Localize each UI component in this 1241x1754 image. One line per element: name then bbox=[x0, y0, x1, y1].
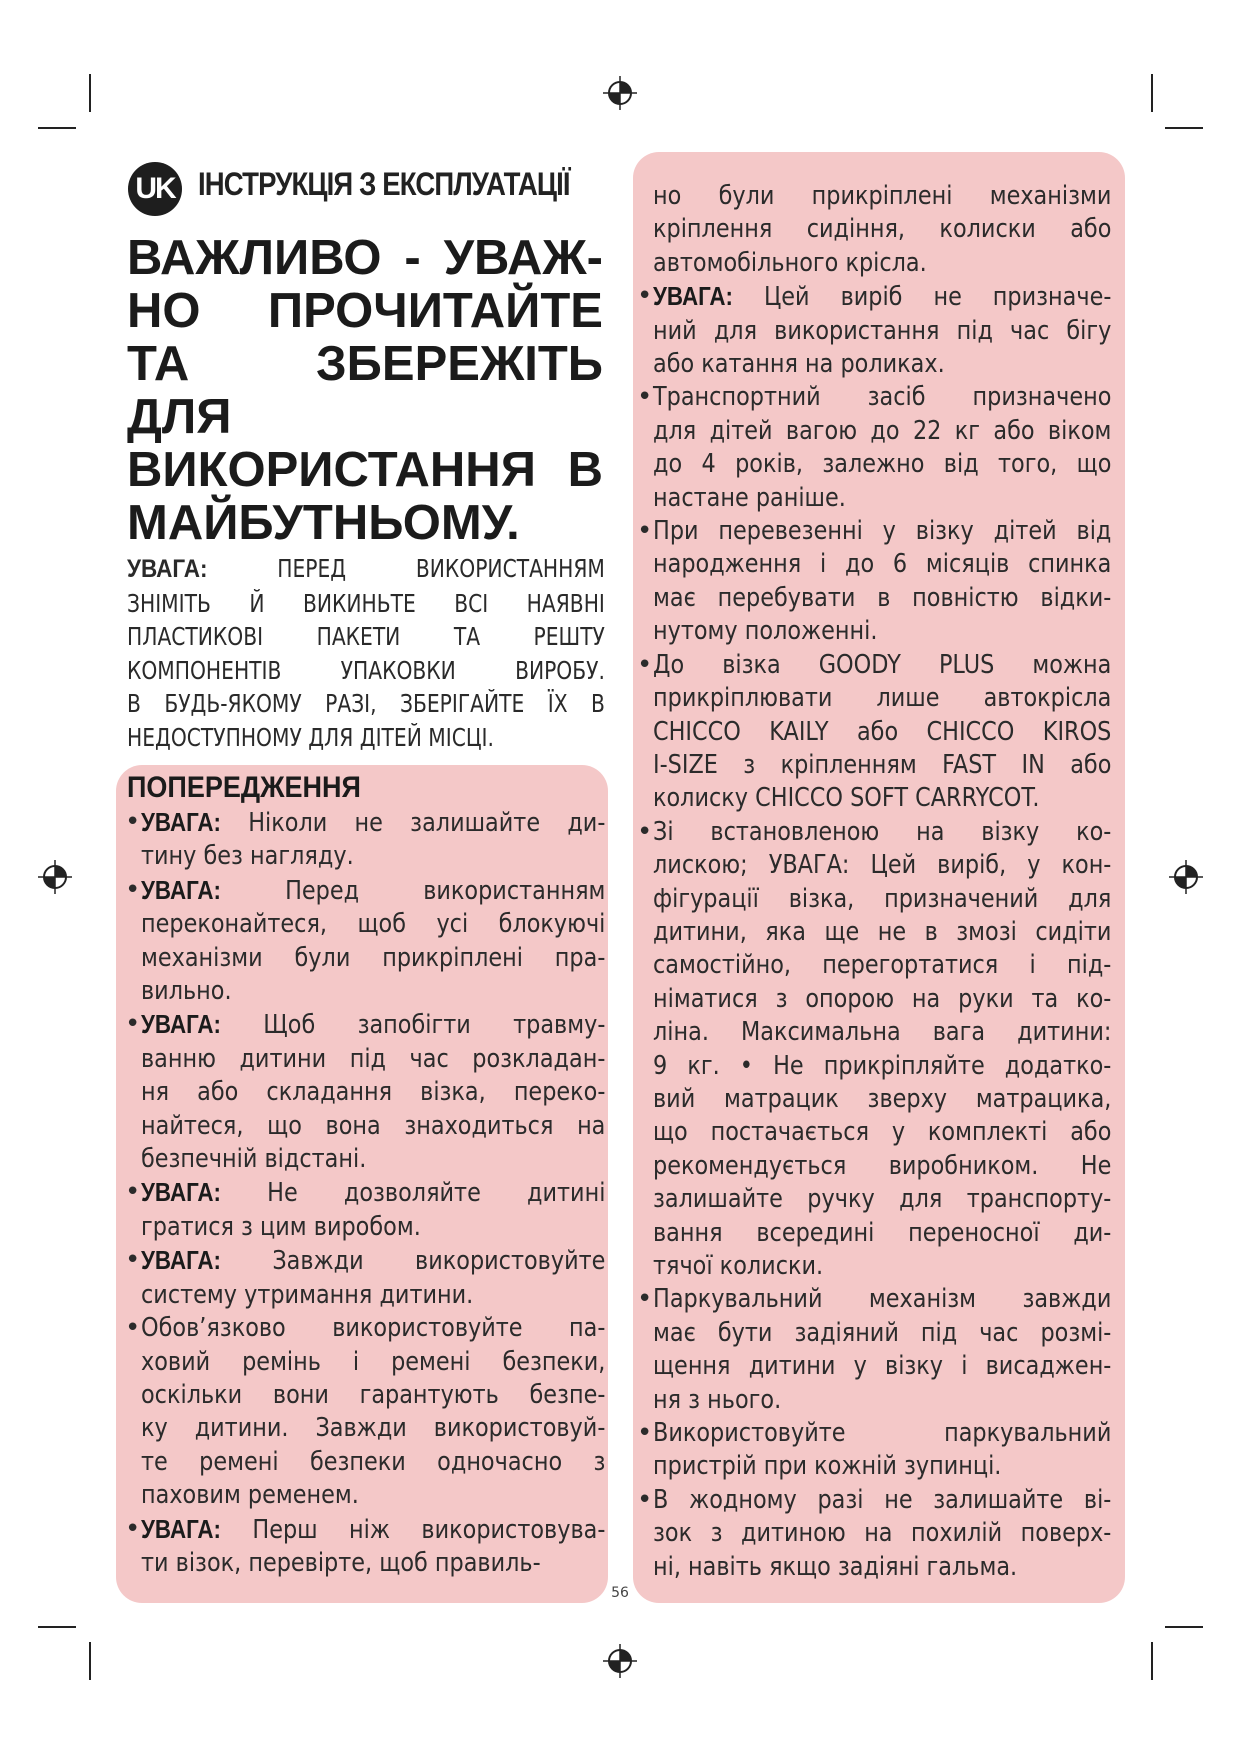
warning-line bbox=[653, 582, 1111, 615]
warning-item bbox=[637, 1484, 1112, 1584]
warning-label: УВАГА: bbox=[141, 1245, 221, 1276]
warning-line bbox=[141, 1211, 605, 1244]
warning-text: I-SIZE з кріпленням FAST IN або bbox=[653, 749, 1112, 780]
warning-line: автомобільного крісла. bbox=[653, 247, 927, 278]
bullet-icon: • bbox=[637, 1418, 653, 1449]
headline-line: ВАЖЛИВО - УВАЖ- bbox=[127, 231, 603, 285]
bullet-icon: • bbox=[125, 1513, 141, 1544]
warning-line bbox=[141, 908, 605, 941]
warning-line bbox=[653, 415, 1111, 448]
registration-mark-top-icon bbox=[603, 76, 637, 110]
warning-line bbox=[653, 716, 1111, 749]
warning-line bbox=[653, 1350, 1111, 1383]
warning-text: тячої колиски. bbox=[653, 1251, 824, 1281]
warning-line bbox=[653, 1484, 1111, 1517]
notice-line bbox=[127, 654, 605, 688]
warning-item bbox=[127, 1312, 605, 1512]
warning-text: німатися з опорою на руки та ко- bbox=[653, 983, 1112, 1014]
warning-text: нутому положенні. bbox=[653, 616, 878, 647]
warning-line bbox=[141, 1379, 605, 1412]
warning-item bbox=[127, 1008, 605, 1176]
warning-item bbox=[127, 874, 605, 1009]
warning-label: УВАГА: bbox=[141, 1009, 221, 1040]
warning-line bbox=[653, 1183, 1111, 1216]
warning-text: переконайтеся, щоб усі блокуючі bbox=[141, 909, 606, 940]
notice-text: ПЕРЕД ВИКОРИСТАННЯМ bbox=[277, 554, 605, 583]
warning-line bbox=[141, 1346, 605, 1379]
warning-text: ні, навіть якщо задіяні гальма. bbox=[653, 1551, 1018, 1582]
headline-line: ТА ЗБЕРЕЖІТЬ ДЛЯ bbox=[127, 337, 603, 444]
bullet-icon: • bbox=[125, 1313, 141, 1344]
warning-text: ховий ремінь і ремені безпеки, bbox=[141, 1346, 606, 1377]
registration-mark-right-icon bbox=[1169, 860, 1203, 894]
warning-line bbox=[141, 1412, 605, 1445]
warning-text: або катання на роликах. bbox=[653, 349, 945, 380]
warning-text: колиску CHICCO SOFT CARRYCOT. bbox=[653, 783, 1040, 814]
warning-line bbox=[653, 1417, 1111, 1450]
warning-text: зок з дитиною на похилій поверх- bbox=[653, 1518, 1112, 1549]
warnings-left-column bbox=[127, 770, 605, 1580]
warning-line bbox=[653, 1517, 1111, 1550]
warning-text: Зі встановленою на візку ко- bbox=[653, 816, 1112, 847]
warning-line bbox=[653, 381, 1111, 414]
warning-text: залишайте ручку для транспорту- bbox=[653, 1184, 1112, 1215]
headline bbox=[127, 232, 603, 550]
notice-line bbox=[127, 552, 605, 587]
warning-text: систему утримання дитини. bbox=[141, 1279, 474, 1310]
warning-text: найтеся, що вона знаходиться на bbox=[141, 1110, 606, 1141]
warning-line bbox=[141, 1513, 605, 1547]
warning-text: ний для використання під час бігу bbox=[653, 315, 1112, 346]
warning-text: має перебувати в повністю відки- bbox=[653, 582, 1112, 613]
warning-text: до 4 років, залежно від того, що bbox=[653, 449, 1112, 480]
warning-label: УВАГА: bbox=[141, 1513, 221, 1544]
warning-line bbox=[653, 548, 1111, 581]
notice-line bbox=[127, 687, 605, 721]
crop-mark-bottom-left-v bbox=[89, 1642, 91, 1680]
warning-text: має бути задіяний під час розмі- bbox=[653, 1317, 1112, 1348]
warning-item bbox=[637, 280, 1112, 381]
crop-mark-bottom-left-h bbox=[38, 1626, 76, 1628]
warning-line bbox=[653, 1317, 1111, 1350]
warning-line bbox=[653, 1016, 1111, 1049]
warning-line bbox=[653, 1384, 1111, 1417]
warning-text: ти візок, перевірте, щоб правиль- bbox=[141, 1547, 541, 1578]
warning-line: кріплення сидіння, колиски або bbox=[653, 214, 1112, 245]
warning-line bbox=[141, 840, 605, 873]
warning-text: пристрій при кожній зупинці. bbox=[653, 1451, 1002, 1482]
warning-text: лискою; УВАГА: Цей виріб, у кон- bbox=[653, 850, 1112, 881]
warning-line bbox=[653, 983, 1111, 1016]
warning-text: самостійно, перегортатися і під- bbox=[653, 950, 1112, 981]
section-title: ІНСТРУКЦІЯ З ЕКСПЛУАТАЦІЇ bbox=[198, 166, 570, 202]
bullet-icon: • bbox=[637, 281, 653, 312]
warning-text: Цей виріб не призначе- bbox=[763, 282, 1112, 313]
warning-label: УВАГА: bbox=[653, 281, 733, 312]
warning-line bbox=[653, 816, 1111, 849]
crop-mark-bottom-right-h bbox=[1165, 1626, 1203, 1628]
headline-line: МАЙБУТНЬОМУ. bbox=[127, 496, 520, 550]
warning-line bbox=[141, 1076, 605, 1109]
warning-line bbox=[653, 1217, 1111, 1250]
warning-line bbox=[653, 280, 1111, 314]
warning-line bbox=[653, 615, 1111, 648]
warning-text: Паркувальний механізм завжди bbox=[653, 1284, 1112, 1315]
warning-line bbox=[653, 682, 1111, 715]
warning-item bbox=[127, 1176, 605, 1244]
notice-text: ЗНІМІТЬ Й ВИКИНЬТЕ ВСІ НАЯВНІ bbox=[127, 588, 605, 618]
headline-line: ВИКОРИСТАННЯ В bbox=[127, 443, 603, 497]
warning-text: для дітей вагою до 22 кг або віком bbox=[653, 415, 1112, 446]
headline-line: НО ПРОЧИТАЙТЕ bbox=[127, 284, 603, 338]
notice-text: В БУДЬ-ЯКОМУ РАЗІ, ЗБЕРІГАЙТЕ ЇХ В bbox=[127, 689, 605, 718]
notice-line bbox=[127, 587, 605, 621]
warning-line bbox=[141, 1176, 605, 1210]
registration-mark-left-icon bbox=[38, 860, 72, 894]
warning-text: До візка GOODY PLUS можна bbox=[653, 649, 1112, 680]
warning-line bbox=[653, 1551, 1111, 1584]
warning-line bbox=[653, 1450, 1111, 1483]
warning-line bbox=[653, 315, 1111, 348]
warning-line bbox=[653, 1050, 1111, 1083]
warning-line bbox=[653, 883, 1111, 916]
notice-label: УВАГА: bbox=[127, 555, 208, 583]
bullet-icon: • bbox=[125, 1245, 141, 1276]
warnings-title: ПОПЕРЕДЖЕННЯ bbox=[127, 771, 361, 804]
warning-text: вий матрацик зверху матрацика, bbox=[653, 1083, 1112, 1114]
warning-line bbox=[141, 1312, 605, 1345]
warning-text: Завжди використовуйте bbox=[272, 1246, 606, 1277]
warning-line bbox=[141, 1446, 605, 1479]
warning-item bbox=[637, 1417, 1112, 1484]
warning-text: настане раніше. bbox=[653, 482, 846, 513]
warning-label: УВАГА: bbox=[141, 807, 221, 837]
warning-text: Ніколи не залишайте ди- bbox=[248, 808, 606, 838]
warning-line bbox=[141, 1143, 605, 1176]
warning-text: ванню дитини під час розкладан- bbox=[141, 1043, 606, 1074]
warning-text: ліна. Максимальна вага дитини: bbox=[653, 1017, 1112, 1048]
bullet-icon: • bbox=[637, 516, 653, 547]
notice-line bbox=[127, 620, 605, 654]
warning-text: Обов’язково використовуйте па- bbox=[141, 1313, 606, 1344]
warning-text: оскільки вони гарантують безпе- bbox=[141, 1379, 606, 1410]
warning-line bbox=[141, 1547, 605, 1580]
warning-line bbox=[653, 849, 1111, 882]
warning-line bbox=[653, 1250, 1111, 1283]
warning-text: CHICCO KAILY або CHICCO KIROS bbox=[653, 716, 1112, 747]
warning-text: прикріплювати лише автокрісла bbox=[653, 683, 1112, 714]
warning-text: щення дитини у візку і висаджен- bbox=[653, 1351, 1112, 1382]
warning-text: Не дозволяйте дитині bbox=[267, 1178, 606, 1209]
bullet-icon: • bbox=[125, 874, 141, 905]
warning-label: УВАГА: bbox=[141, 1177, 221, 1208]
warning-line bbox=[141, 942, 605, 975]
warning-line bbox=[653, 649, 1111, 682]
warning-line bbox=[653, 749, 1111, 782]
warning-line bbox=[141, 1479, 605, 1512]
warning-text: ня з нього. bbox=[653, 1384, 782, 1415]
warning-label: УВАГА: bbox=[141, 874, 221, 905]
warning-text: дитини, яка ще не в змозі сидіти bbox=[653, 916, 1112, 947]
warning-text: рекомендується виробником. Не bbox=[653, 1150, 1112, 1181]
warning-text: гратися з цим виробом. bbox=[141, 1211, 421, 1242]
warning-line bbox=[141, 1008, 605, 1042]
warning-line bbox=[653, 949, 1111, 982]
warning-item bbox=[127, 806, 605, 874]
warning-line bbox=[653, 1083, 1111, 1116]
warning-text: безпечній відстані. bbox=[141, 1144, 367, 1175]
warning-line bbox=[141, 1279, 605, 1312]
warning-line bbox=[653, 1116, 1111, 1149]
warning-line: но були прикріплені механізми bbox=[653, 181, 1112, 211]
warning-item bbox=[127, 1244, 605, 1312]
warning-text: Транспортний засіб призначено bbox=[653, 382, 1112, 413]
warning-item bbox=[637, 381, 1112, 515]
warning-text: ку дитини. Завжди використовуй- bbox=[141, 1413, 606, 1444]
warning-text: вильно. bbox=[141, 976, 232, 1007]
warning-line bbox=[141, 975, 605, 1008]
warning-text: вання всередині переносної ди- bbox=[653, 1217, 1112, 1248]
packaging-notice bbox=[127, 552, 605, 754]
warning-item bbox=[637, 515, 1112, 649]
warning-line bbox=[653, 348, 1111, 381]
warning-text: Щоб запобігти травму- bbox=[263, 1010, 606, 1041]
warning-text: 9 кг. • Не прикріпляйте додатко- bbox=[653, 1050, 1112, 1081]
warning-continuation bbox=[653, 180, 1111, 280]
warning-text: При перевезенні у візку дітей від bbox=[653, 516, 1112, 547]
warning-text: Перед використанням bbox=[285, 875, 606, 906]
bullet-icon: • bbox=[637, 1284, 653, 1315]
warning-text: фігурації візка, призначений для bbox=[653, 883, 1112, 914]
warning-item bbox=[127, 1513, 605, 1581]
page-number: 56 bbox=[611, 1585, 629, 1601]
warning-text: те ремені безпеки одночасно з bbox=[141, 1446, 606, 1477]
language-badge: UK bbox=[128, 162, 182, 216]
registration-mark-bottom-icon bbox=[603, 1644, 637, 1678]
warning-line bbox=[141, 1244, 605, 1278]
bullet-icon: • bbox=[125, 807, 141, 837]
warning-text: В жодному разі не залишайте ві- bbox=[653, 1484, 1112, 1515]
crop-mark-top-left-v bbox=[89, 74, 91, 112]
warning-text: народження і до 6 місяців спинка bbox=[653, 549, 1112, 580]
notice-text: ПЛАСТИКОВІ ПАКЕТИ ТА РЕШТУ bbox=[127, 622, 605, 651]
warning-line bbox=[653, 782, 1111, 815]
warning-line bbox=[141, 874, 605, 908]
crop-mark-top-right-h bbox=[1165, 127, 1203, 129]
warning-line bbox=[141, 806, 605, 840]
warning-item bbox=[637, 816, 1112, 1284]
warning-text: Перш ніж використовува- bbox=[252, 1514, 606, 1545]
warning-line bbox=[653, 1150, 1111, 1183]
bullet-icon: • bbox=[637, 382, 653, 413]
bullet-icon: • bbox=[637, 1484, 653, 1515]
notice-text: НЕДОСТУПНОМУ ДЛЯ ДІТЕЙ МІСЦІ. bbox=[127, 722, 494, 752]
warning-text: механізми були прикріплені пра- bbox=[141, 942, 606, 973]
warning-text: тину без нагляду. bbox=[141, 841, 354, 872]
bullet-icon: • bbox=[125, 1009, 141, 1040]
crop-mark-bottom-right-v bbox=[1151, 1642, 1153, 1680]
bullet-icon: • bbox=[637, 649, 653, 680]
warning-line bbox=[141, 1110, 605, 1143]
crop-mark-top-left-h bbox=[38, 127, 76, 129]
warning-line bbox=[653, 515, 1111, 548]
warning-line bbox=[653, 1283, 1111, 1316]
warnings-right-column bbox=[637, 180, 1112, 1584]
warning-text: паховим ременем. bbox=[141, 1480, 359, 1511]
warning-line bbox=[653, 482, 1111, 515]
warning-line bbox=[141, 1043, 605, 1076]
warning-text: ня або складання візка, переко- bbox=[141, 1077, 606, 1108]
crop-mark-top-right-v bbox=[1151, 74, 1153, 112]
notice-line bbox=[127, 721, 605, 755]
bullet-icon: • bbox=[125, 1177, 141, 1208]
warning-text: Використовуйте паркувальний bbox=[653, 1418, 1112, 1449]
warning-item bbox=[637, 649, 1112, 816]
warning-item bbox=[637, 1283, 1112, 1417]
notice-text: КОМПОНЕНТІВ УПАКОВКИ ВИРОБУ. bbox=[127, 655, 605, 685]
warning-text: що постачається у комплекті або bbox=[653, 1117, 1112, 1148]
bullet-icon: • bbox=[637, 816, 653, 847]
warning-line bbox=[653, 916, 1111, 949]
warning-line bbox=[653, 448, 1111, 481]
